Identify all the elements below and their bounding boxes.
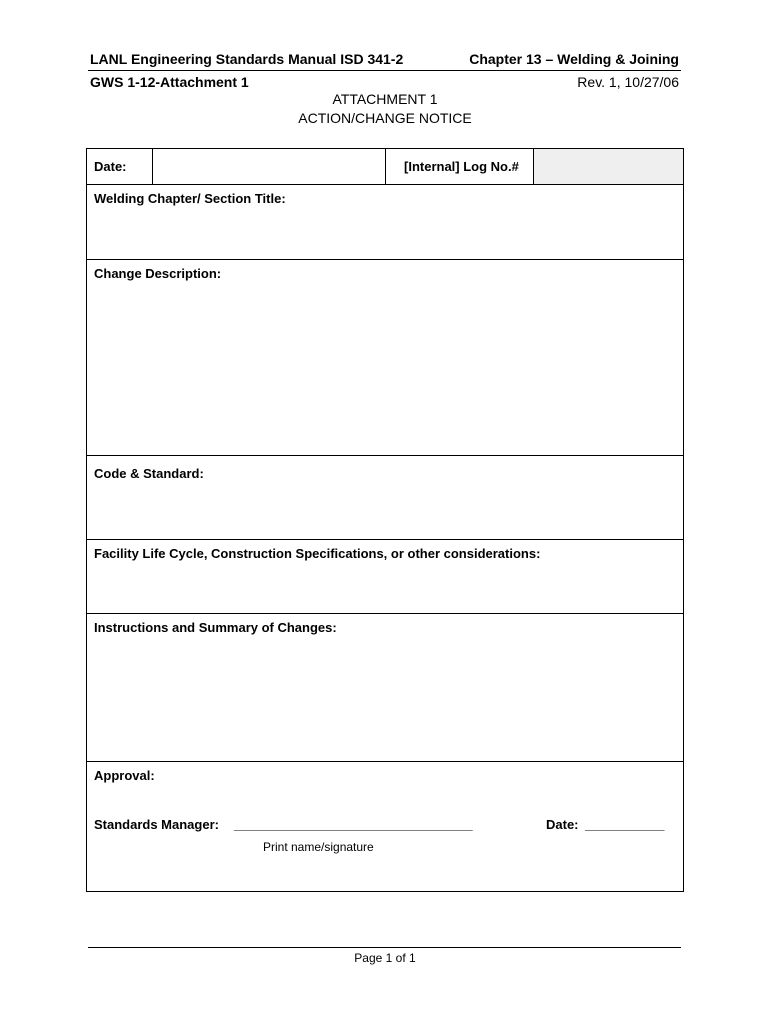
row-divider-3 [86,455,684,456]
standards-manager-label: Standards Manager: [94,817,219,832]
log-number-label: [Internal] Log No.# [404,159,519,174]
approval-label: Approval: [94,768,155,783]
notice-title: ACTION/CHANGE NOTICE [298,110,472,126]
date-label: Date: [94,159,127,174]
log-label-divider [385,148,386,185]
document-id: GWS 1-12-Attachment 1 [90,74,249,90]
row-divider-1 [86,184,684,185]
page-number: Page 1 of 1 [354,951,416,965]
header-divider [88,70,681,71]
row-divider-4 [86,539,684,540]
row-divider-5 [86,613,684,614]
row-divider-2 [86,259,684,260]
date-field[interactable] [153,149,385,184]
chapter-title: Chapter 13 – Welding & Joining [469,51,679,67]
row-divider-6 [86,761,684,762]
manual-title: LANL Engineering Standards Manual ISD 341-2 [90,51,404,67]
code-standard-label: Code & Standard: [94,466,204,481]
change-description-label: Change Description: [94,266,222,281]
attachment-title: ATTACHMENT 1 [332,91,438,107]
change-description-field[interactable] [87,285,683,454]
log-number-field[interactable] [534,149,683,184]
approval-date-line[interactable]: ___________ [585,817,665,832]
instructions-summary-field[interactable] [87,639,683,759]
print-name-caption: Print name/signature [263,840,374,854]
code-standard-field[interactable] [87,485,683,538]
revision-date: Rev. 1, 10/27/06 [577,74,679,90]
approval-date-label: Date: [546,817,579,832]
standards-manager-signature-line[interactable]: _________________________________ [234,817,473,832]
facility-considerations-field[interactable] [87,565,683,612]
facility-considerations-label: Facility Life Cycle, Construction Specifications, or other considerations: [94,546,541,561]
chapter-section-title-label: Welding Chapter/ Section Title: [94,191,286,206]
chapter-section-title-field[interactable] [87,210,683,258]
instructions-summary-label: Instructions and Summary of Changes: [94,620,337,635]
footer-divider [88,947,681,948]
